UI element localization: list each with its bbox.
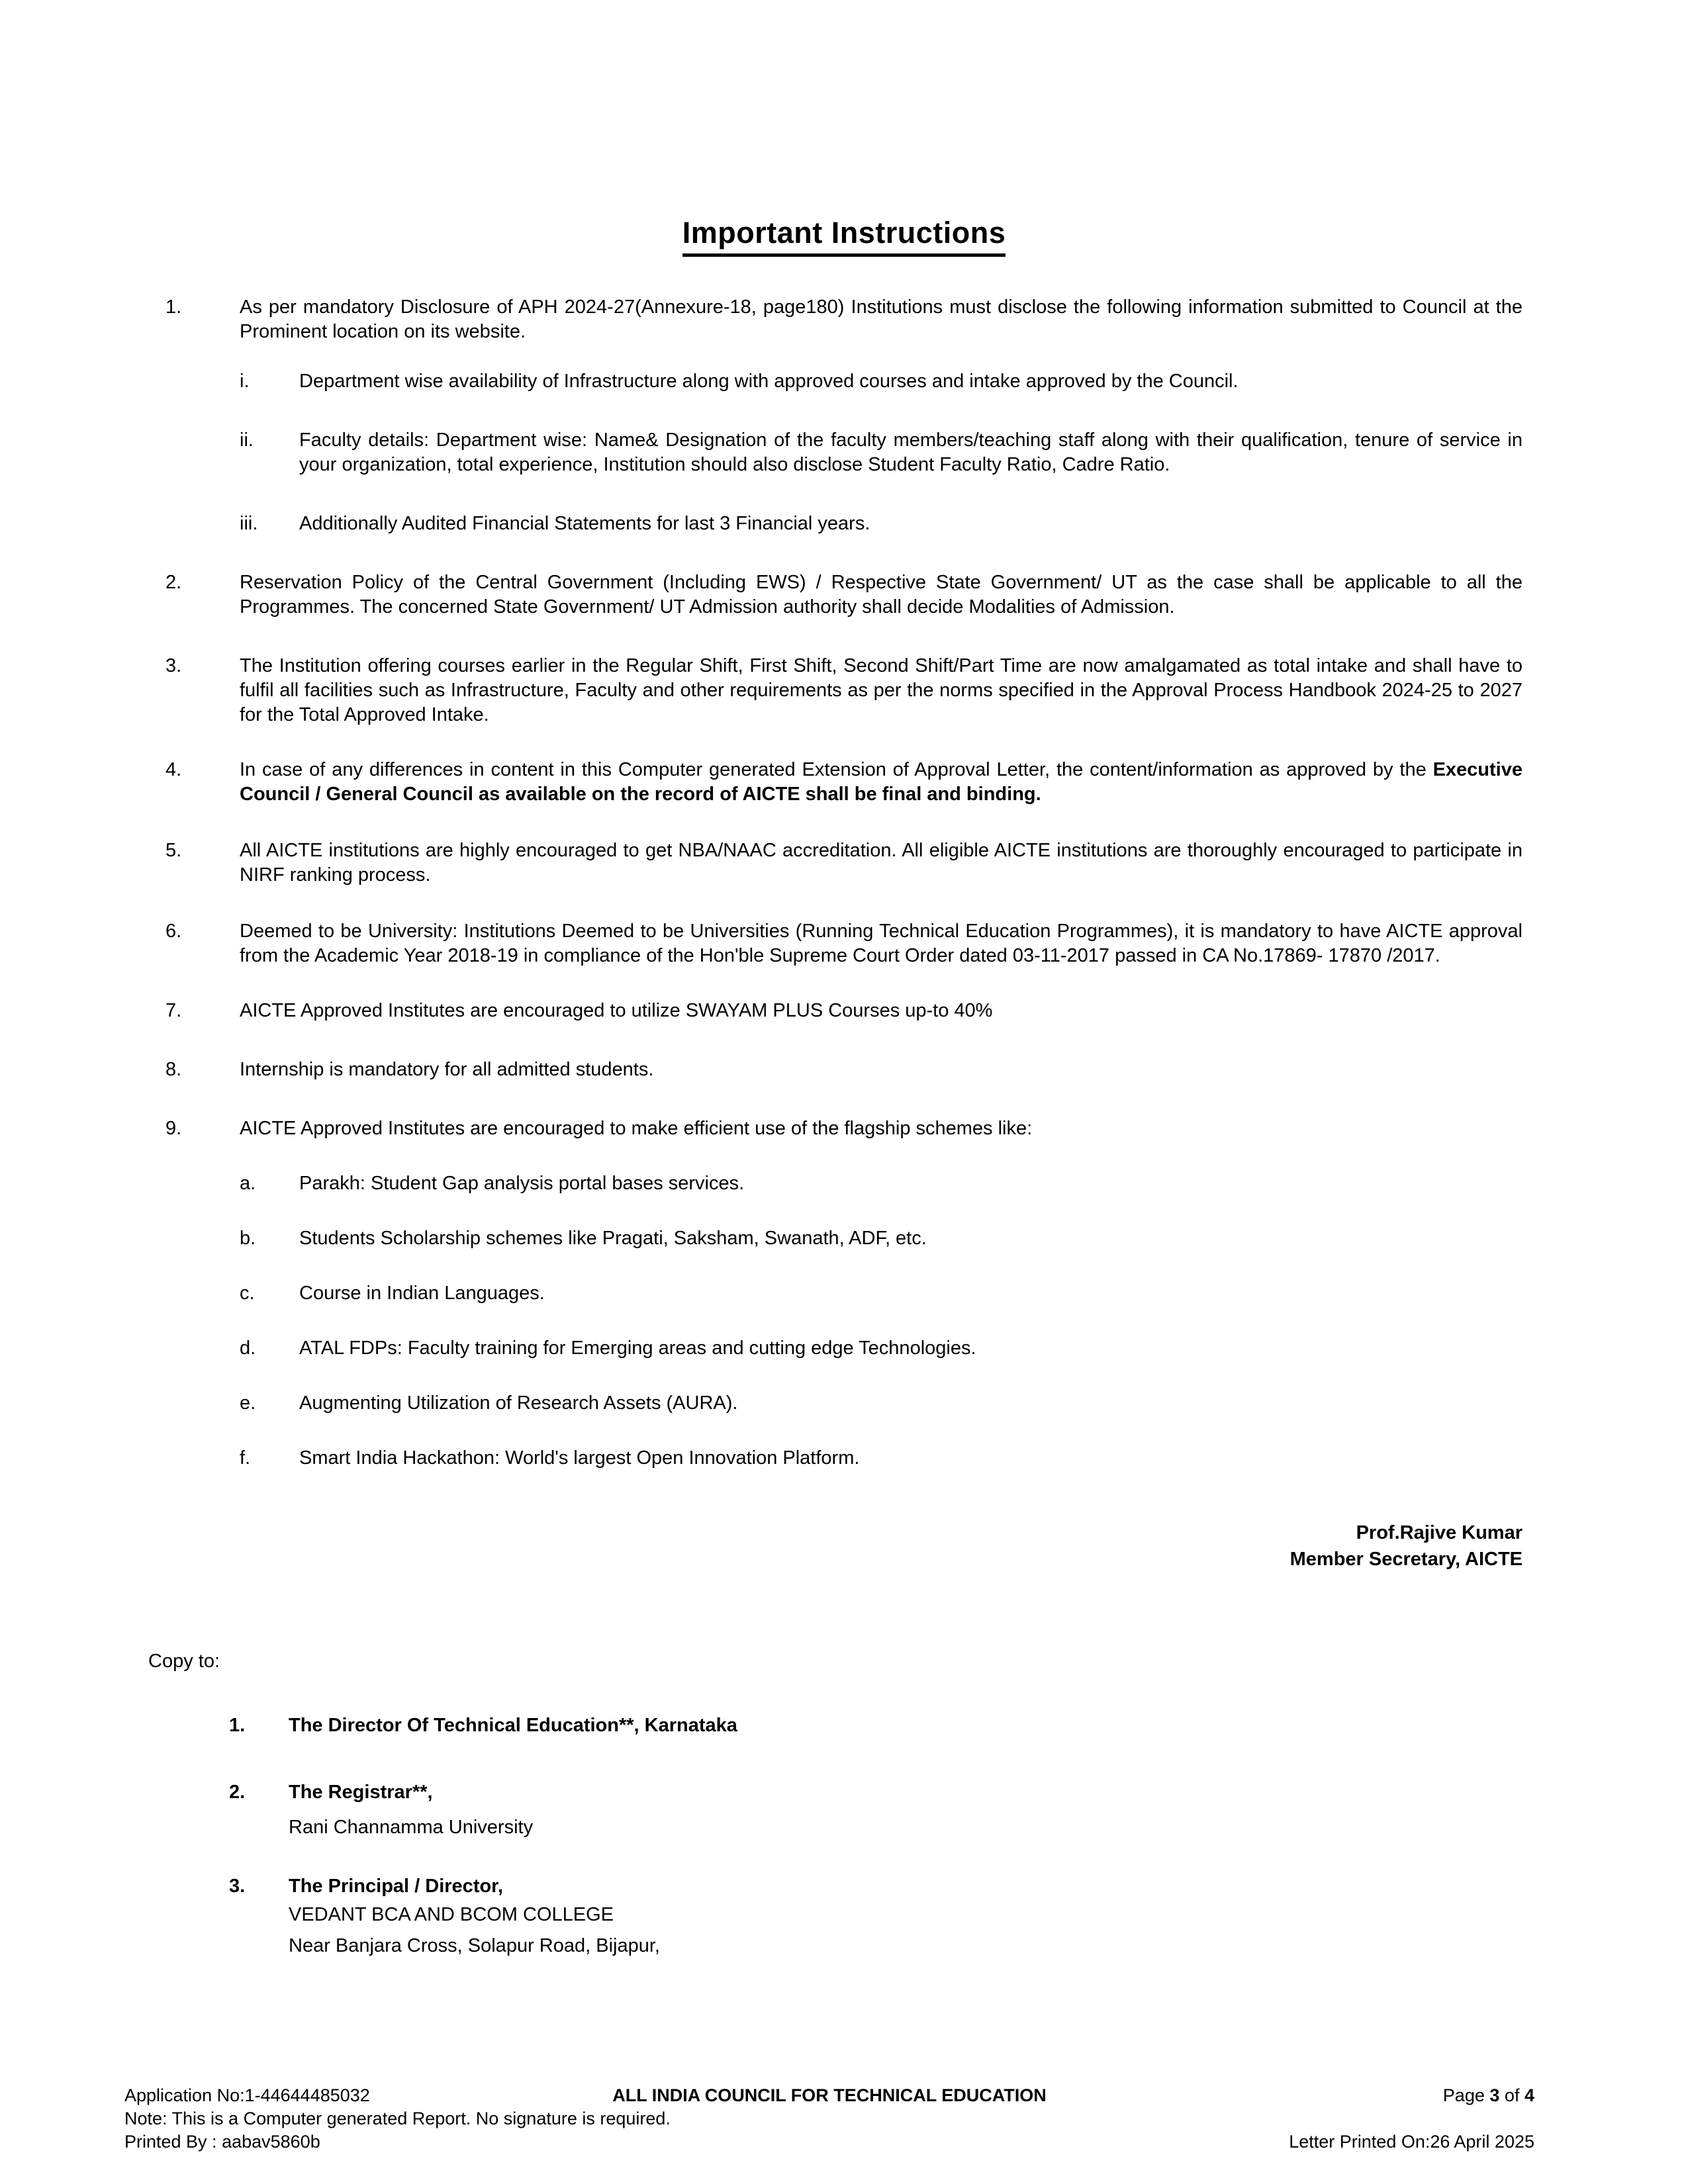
subitem-number: b. (240, 1228, 256, 1249)
item-number: 8. (165, 1059, 182, 1080)
item-text-normal: In case of any differences in content in this Computer generated Extension of Approval Letter, the content/information as approved by the (240, 759, 1433, 780)
subitem-number: iii. (240, 513, 258, 534)
copy-item-title: The Director Of Technical Education**, Karnataka (289, 1715, 737, 1736)
item-text: Reservation Policy of the Central Government (Including EWS) / Respective State Government/ UT as the case shall be applicable to all the Programmes. The concerned State Government/ UT Admission authority shall decide Modalities of Admission. (240, 572, 1523, 617)
item-text: Deemed to be University: Institutions Deemed to be Universities (Running Technical Education Programmes), it is mandatory to have AICTE approval from the Academic Year 2018-19 in compliance of the Hon'ble Supreme Court Order dated 03-11-2017 passed in CA No.17869- 17870 /2017. (240, 921, 1523, 966)
instruction-item-9 (165, 1116, 1523, 1141)
copy-to-item-3 (229, 1874, 1523, 1958)
item-text: All AICTE institutions are highly encouraged to get NBA/NAAC accreditation. All eligible AICTE institutions are thoroughly encouraged to participate in NIRF ranking process. (240, 840, 1523, 886)
item-text (240, 758, 1523, 807)
copy-item-title: The Principal / Director, (289, 1876, 503, 1897)
subitem-text: Additionally Audited Financial Statements for last 3 Financial years. (299, 513, 870, 534)
item-number: 2. (165, 572, 182, 593)
item-number: 5. (165, 840, 182, 861)
page-word: Page (1442, 2085, 1485, 2105)
instruction-subitem-9-b (240, 1226, 1523, 1251)
instruction-item-5 (165, 839, 1523, 887)
subitem-text: Augmenting Utilization of Research Assets (AURA). (299, 1392, 738, 1414)
instruction-item-4 (165, 758, 1523, 807)
instruction-subitem-9-d (240, 1336, 1523, 1361)
instruction-subitem-1-ii (240, 428, 1523, 477)
copy-item-number: 2. (229, 1782, 246, 1803)
item-number: 6. (165, 921, 182, 942)
instruction-subitem-9-f (240, 1446, 1523, 1471)
subitem-text: Course in Indian Languages. (299, 1283, 545, 1304)
instruction-item-6 (165, 919, 1523, 968)
item-text: The Institution offering courses earlier in the Regular Shift, First Shift, Second Shift/Part Time are now amalgamated as total intake and shall have to fulfil all facilities such as Infrastructure, Faculty and other requirements as per the norms specified in the Approval Process Handbook 2024-25 to 2027 for the Total Approved Intake. (240, 655, 1523, 725)
subitem-text: ATAL FDPs: Faculty training for Emerging areas and cutting edge Technologies. (299, 1338, 976, 1359)
footer-row-1 (124, 2084, 1534, 2107)
copy-to-item-1 (229, 1713, 1523, 1738)
instruction-subitem-1-i (240, 369, 1523, 394)
page-of-word: of (1504, 2085, 1520, 2105)
instruction-item-2 (165, 570, 1523, 619)
copy-to-label: Copy to: (148, 1651, 220, 1672)
subitem-text: Faculty details: Department wise: Name& Designation of the faculty members/teaching staff along with their qualification, tenure of service in your organization, total experience, Institution should also disclose Student Faculty Ratio, Cadre Ratio. (299, 430, 1523, 475)
page-title (165, 216, 1523, 257)
item-number: 3. (165, 655, 182, 676)
instruction-item-8 (165, 1058, 1523, 1082)
instruction-subitem-1-iii (240, 512, 1523, 536)
subitem-number: a. (240, 1173, 256, 1194)
subitem-text: Department wise availability of Infrastructure along with approved courses and intake approved by the Council. (299, 371, 1239, 392)
subitem-number: c. (240, 1283, 255, 1304)
subitem-number: ii. (240, 430, 254, 451)
page-title-text: Important Instructions (682, 216, 1006, 257)
page-current: 3 (1489, 2085, 1500, 2105)
copy-to-item-2 (229, 1780, 1523, 1840)
copy-item-line: Rani Channamma University (289, 1817, 534, 1838)
subitem-text: Smart India Hackathon: World's largest Open Innovation Platform. (299, 1447, 860, 1469)
page-total: 4 (1524, 2085, 1534, 2105)
instruction-subitem-9-c (240, 1281, 1523, 1306)
letter-printed-on: Letter Printed On:26 April 2025 (1289, 2132, 1534, 2152)
instruction-subitem-9-a (240, 1171, 1523, 1196)
subitem-text: Students Scholarship schemes like Pragati, Saksham, Swanath, ADF, etc. (299, 1228, 927, 1249)
copy-item-line: VEDANT BCA AND BCOM COLLEGE (289, 1904, 614, 1925)
item-text: AICTE Approved Institutes are encouraged to make efficient use of the flagship schemes like: (240, 1118, 1033, 1139)
footer-row-2 (124, 2107, 1534, 2130)
application-number: Application No:1-44644485032 (124, 2085, 370, 2105)
subitem-number: e. (240, 1392, 256, 1414)
item-text: As per mandatory Disclosure of APH 2024-27(Annexure-18, page180) Institutions must disclose the following information submitted to Council at the Prominent location on its website. (240, 296, 1523, 342)
footer-note: Note: This is a Computer generated Report. No signature is required. (124, 2109, 671, 2128)
subitem-number: d. (240, 1338, 256, 1359)
organization-name: ALL INDIA COUNCIL FOR TECHNICAL EDUCATION (612, 2085, 1047, 2105)
subitem-text: Parakh: Student Gap analysis portal bases services. (299, 1173, 745, 1194)
footer-row-3 (124, 2130, 1534, 2154)
item-number: 7. (165, 1000, 182, 1021)
page-indicator (1047, 2084, 1534, 2107)
copy-item-title: The Registrar**, (289, 1782, 433, 1803)
copy-item-line: Near Banjara Cross, Solapur Road, Bijapur, (289, 1935, 660, 1956)
subitem-number: f. (240, 1447, 251, 1469)
page-footer (124, 2084, 1534, 2154)
item-text: Internship is mandatory for all admitted students. (240, 1059, 654, 1080)
item-number: 9. (165, 1118, 182, 1139)
instruction-item-7 (165, 999, 1523, 1023)
instruction-item-3 (165, 654, 1523, 727)
instruction-subitem-9-e (240, 1391, 1523, 1416)
signatory-name: Prof.Rajive Kumar (1356, 1522, 1523, 1543)
item-number: 1. (165, 296, 182, 318)
printed-by: Printed By : aabav5860b (124, 2132, 320, 2152)
subitem-number: i. (240, 371, 250, 392)
copy-item-number: 3. (229, 1876, 246, 1897)
signature-block (165, 1520, 1523, 1572)
item-text: AICTE Approved Institutes are encouraged to utilize SWAYAM PLUS Courses up-to 40% (240, 1000, 993, 1021)
signatory-designation: Member Secretary, AICTE (1289, 1549, 1523, 1570)
copy-item-number: 1. (229, 1715, 246, 1736)
item-text-bold: Executive Council / General Council as available on the record of AICTE shall be final and binding. (240, 759, 1523, 805)
instruction-item-1 (165, 295, 1523, 344)
item-number: 4. (165, 759, 182, 780)
